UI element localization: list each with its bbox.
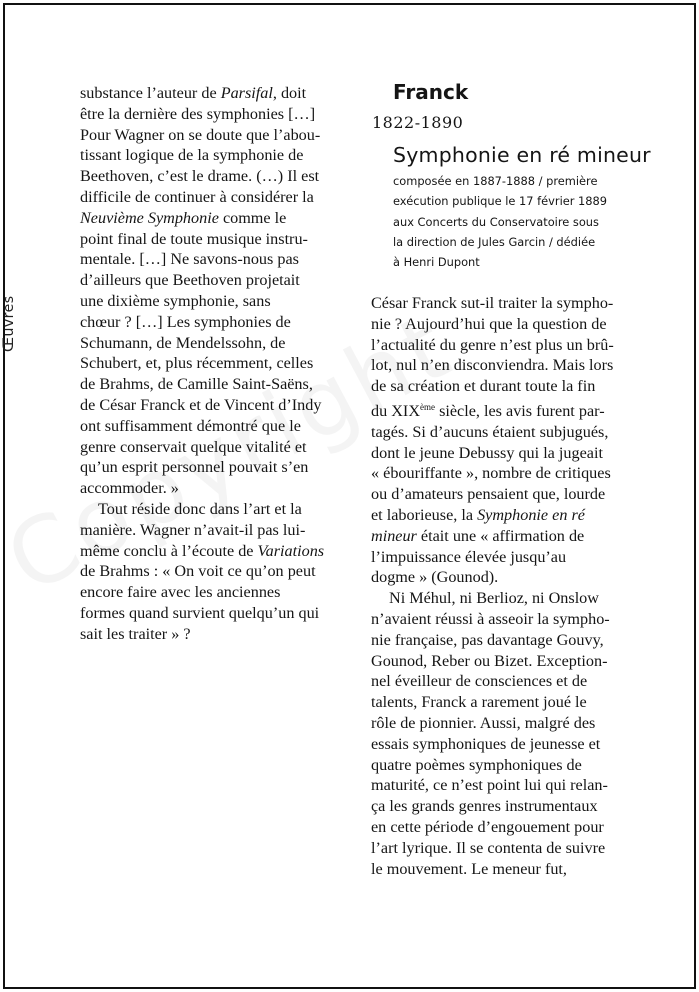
text-line: de Brahms : « On voit ce qu’on peut bbox=[80, 562, 316, 581]
text-line: accommoder. » bbox=[80, 479, 179, 498]
text-line: tagés. Si d’aucuns étaient subjugués, bbox=[371, 422, 609, 441]
text-line: le mouvement. Le meneur fut, bbox=[371, 859, 567, 878]
work-info-line: composée en 1887-1888 / première bbox=[393, 174, 598, 188]
left-column bbox=[80, 83, 370, 645]
right-paragraph-2 bbox=[371, 588, 666, 879]
text-line: n’avaient réussi à asseoir la sympho- bbox=[371, 609, 610, 628]
text-line: difficile de continuer à considérer la bbox=[80, 187, 314, 206]
composer-name: Franck bbox=[393, 80, 469, 104]
text-line: sait les traiter » ? bbox=[80, 624, 191, 643]
text-line: l’impuissance élevée jusqu’au bbox=[371, 547, 567, 566]
text-line: César Franck sut-il traiter la sympho- bbox=[371, 294, 614, 312]
left-paragraph-1 bbox=[80, 83, 370, 499]
text-line: Gounod, Reber ou Bizet. Exception- bbox=[371, 651, 608, 670]
text-line: Schubert, et, plus récemment, celles bbox=[80, 354, 314, 373]
work-info-line: la direction de Jules Garcin / dédiée bbox=[393, 234, 596, 249]
text-line: essais symphoniques de jeunesse et bbox=[371, 734, 601, 753]
right-column bbox=[371, 293, 666, 879]
text-line: de sa création et durant toute la fin bbox=[371, 377, 596, 396]
section-side-label: Œuvres bbox=[1, 295, 17, 352]
text-line: de César Franck et de Vincent d’Indy bbox=[80, 395, 322, 414]
text-line: Neuvième Symphonie comme le bbox=[80, 208, 287, 227]
text-line: l’actualité du genre n’est plus un brû- bbox=[371, 335, 614, 354]
text-line: Beethoven, c’est le drame. (…) Il est bbox=[80, 167, 320, 186]
text-line: mineur était une « affirmation de bbox=[371, 526, 585, 545]
text-line: lot, nul n’en disconviendra. Mais lors bbox=[371, 356, 614, 375]
text-line: encore faire avec les anciennes bbox=[80, 583, 281, 602]
text-line: quatre poèmes symphoniques de bbox=[371, 755, 582, 774]
text-line: Tout réside donc dans l’art et la bbox=[98, 499, 302, 518]
text-line: dont le jeune Debussy qui la jugeait bbox=[371, 443, 603, 462]
text-line: maturité, ce n’est point lui qui relan- bbox=[371, 776, 608, 795]
text-line: nie française, pas davantage Gouvy, bbox=[371, 630, 604, 649]
text-line: qu’un esprit personnel pouvait s’en bbox=[80, 458, 309, 477]
text-line: nel éveilleur de consciences et de bbox=[371, 672, 588, 691]
text-line: formes quand survient quelqu’un qui bbox=[80, 603, 320, 622]
right-paragraph-1 bbox=[371, 293, 666, 588]
text-line: mentale. […] Ne savons-nous pas bbox=[80, 250, 299, 269]
work-info-line: exécution publique le 17 février 1889 bbox=[393, 194, 608, 209]
text-line: « ébouriffante », nombre de critiques bbox=[371, 464, 611, 483]
work-title: Symphonie en ré mineur bbox=[393, 143, 651, 167]
text-line: être la dernière des symphonies […] bbox=[80, 104, 316, 123]
text-line: l’art lyrique. Il se contenta de suivre bbox=[371, 838, 606, 857]
text-line: tissant logique de la symphonie de bbox=[80, 146, 304, 165]
composer-dates: 1822-1890 bbox=[372, 113, 464, 132]
text-line: Ni Méhul, ni Berlioz, ni Onslow bbox=[389, 589, 599, 608]
text-line: rôle de pionnier. Aussi, malgré des bbox=[371, 713, 596, 732]
text-line: manière. Wagner n’avait-il pas lui- bbox=[80, 520, 306, 539]
text-line: en cette période d’engouement pour bbox=[371, 817, 604, 836]
text-line: chœur ? […] Les symphonies de bbox=[80, 312, 291, 331]
text-line: ça les grands genres instrumentaux bbox=[371, 797, 598, 816]
text-line: de Brahms, de Camille Saint-Saëns, bbox=[80, 375, 313, 394]
text-line: une dixième symphonie, sans bbox=[80, 291, 271, 310]
work-info bbox=[393, 171, 663, 272]
work-info-line: à Henri Dupont bbox=[393, 255, 480, 270]
text-line: substance l’auteur de Parsifal, doit bbox=[80, 84, 307, 102]
work-info-line: aux Concerts du Conservatoire sous bbox=[393, 214, 599, 229]
text-line: même conclu à l’écoute de Variations bbox=[80, 541, 325, 560]
text-line: ou d’amateurs pensaient que, lourde bbox=[371, 485, 606, 504]
text-line: Pour Wagner on se doute que l’abou- bbox=[80, 125, 321, 144]
left-paragraph-2 bbox=[80, 499, 370, 645]
text-line: dogme » (Gounod). bbox=[371, 568, 499, 587]
text-line: du XIXème siècle, les avis furent par- bbox=[371, 401, 605, 420]
text-line: et laborieuse, la Symphonie en ré bbox=[371, 505, 585, 524]
text-line: ont suffisamment démontré que le bbox=[80, 416, 301, 435]
text-line: talents, Franck a rarement joué le bbox=[371, 693, 587, 712]
text-line: Schumann, de Mendelssohn, de bbox=[80, 333, 286, 352]
text-line: nie ? Aujourd’hui que la question de bbox=[371, 314, 607, 333]
text-line: d’ailleurs que Beethoven projetait bbox=[80, 271, 300, 290]
text-line: genre conservait quelque vitalité et bbox=[80, 437, 307, 456]
text-line: point final de toute musique instru- bbox=[80, 229, 308, 248]
